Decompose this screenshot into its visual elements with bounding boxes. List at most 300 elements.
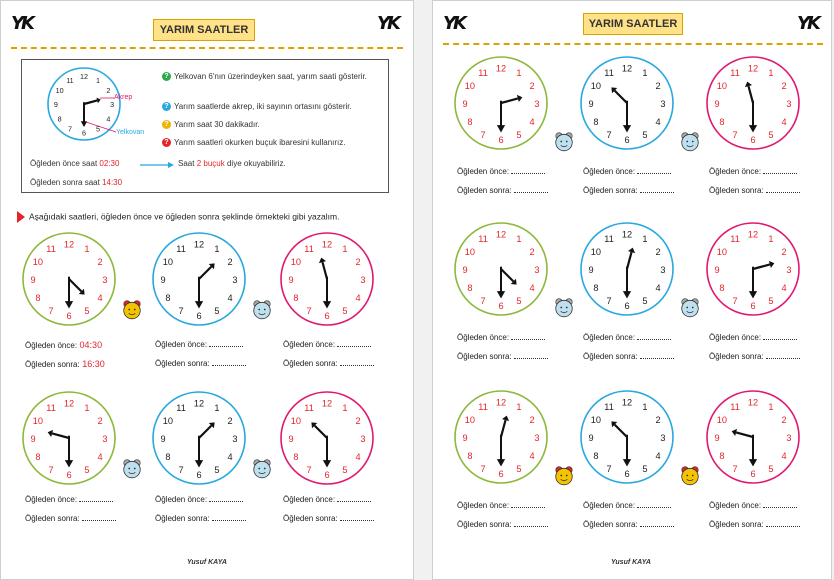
clock-number-10: 10 (55, 86, 64, 96)
clock-number-1: 1 (642, 402, 648, 413)
label-sonra: Öğleden sonra: (25, 360, 80, 369)
answer-blank-once[interactable] (511, 501, 545, 508)
clock-number-4: 4 (529, 283, 535, 294)
clock-number-1: 1 (768, 234, 774, 245)
clock-number-6: 6 (66, 311, 72, 322)
clock-number-11: 11 (304, 244, 314, 255)
clock-2 (150, 230, 248, 328)
alarm-clock-icon (679, 465, 701, 487)
clock-number-8: 8 (593, 283, 599, 294)
clock-number-11: 11 (730, 402, 740, 413)
clock-number-6: 6 (498, 135, 504, 146)
clock-number-3: 3 (102, 434, 108, 445)
clock-number-5: 5 (516, 296, 522, 307)
answer-once-row (25, 495, 113, 504)
bullet-text: Yarım saatleri okurken buçuk ibaresini kullanırız. (174, 138, 346, 147)
label-sonra: Öğleden sonra: (25, 514, 80, 523)
clock-number-7: 7 (306, 465, 312, 476)
yelkovan-label: Yelkovan (116, 129, 145, 136)
clock-number-9: 9 (462, 265, 468, 276)
answer-sonra-row (583, 520, 674, 529)
clock-number-1: 1 (516, 68, 522, 79)
clock-number-7: 7 (606, 464, 612, 475)
clock-number-7: 7 (178, 465, 184, 476)
answer-once-row (583, 167, 671, 176)
label-once: Öğleden önce: (283, 495, 336, 504)
answer-once-row (583, 501, 671, 510)
label-sonra: Öğleden sonra: (709, 186, 764, 195)
clock-number-3: 3 (102, 275, 108, 286)
clock-number-6: 6 (196, 470, 202, 481)
answer-sonra-row (155, 359, 246, 368)
clock-number-2: 2 (529, 415, 535, 426)
clock-number-1: 1 (342, 244, 348, 255)
clock-number-12: 12 (747, 63, 759, 74)
clock-number-6: 6 (624, 135, 630, 146)
clock-number-7: 7 (480, 464, 486, 475)
answer-blank-once[interactable] (209, 340, 243, 347)
label-once: Öğleden önce: (155, 495, 208, 504)
clock-6 (704, 220, 802, 318)
clock-number-4: 4 (106, 114, 111, 124)
answer-blank-once[interactable] (763, 333, 797, 340)
clock-number-4: 4 (781, 283, 787, 294)
clock-number-6: 6 (498, 301, 504, 312)
clock-number-5: 5 (84, 306, 90, 317)
answer-once-row (583, 333, 671, 342)
label-once: Öğleden önce: (155, 340, 208, 349)
answer-blank-sonra[interactable] (514, 186, 548, 193)
clock-number-9: 9 (714, 265, 720, 276)
clock-number-5: 5 (516, 464, 522, 475)
clock-number-12: 12 (747, 229, 759, 240)
clock-number-3: 3 (110, 100, 115, 110)
clock-number-9: 9 (30, 434, 36, 445)
answer-blank-sonra[interactable] (514, 520, 548, 527)
clock-number-1: 1 (642, 234, 648, 245)
clock-number-7: 7 (606, 130, 612, 141)
alarm-clock-icon (553, 297, 575, 319)
clock-number-8: 8 (593, 117, 599, 128)
clock-number-11: 11 (46, 244, 56, 255)
clock-number-4: 4 (529, 117, 535, 128)
logo-right: YK (377, 13, 398, 34)
answer-blank-sonra[interactable] (514, 352, 548, 359)
answer-blank-once[interactable] (337, 340, 371, 347)
clock-number-8: 8 (467, 451, 473, 462)
clock-number-9: 9 (288, 434, 294, 445)
clock-number-4: 4 (781, 117, 787, 128)
author-signature: Yusuf KAYA (187, 559, 227, 566)
help-icon: ? (162, 120, 171, 129)
clock-number-11: 11 (730, 234, 740, 245)
right-worksheet-page (432, 0, 832, 580)
clock-number-12: 12 (63, 398, 75, 409)
clock-number-11: 11 (66, 75, 74, 85)
clock-number-7: 7 (606, 296, 612, 307)
answer-sonra-row (457, 186, 548, 195)
clock-number-1: 1 (214, 244, 220, 255)
answer-once-row (283, 495, 371, 504)
clock-number-1: 1 (84, 244, 90, 255)
answer-blank-sonra[interactable] (212, 359, 246, 366)
clock-7 (452, 388, 550, 486)
label-sonra: Öğleden sonra: (583, 186, 638, 195)
clock-number-10: 10 (590, 81, 602, 92)
answer-blank-once[interactable] (511, 167, 545, 174)
clock-number-10: 10 (716, 247, 728, 258)
answer-once-row (457, 501, 545, 510)
answer-sonra-row (25, 359, 105, 369)
clock-number-6: 6 (498, 469, 504, 480)
clock-number-6: 6 (750, 135, 756, 146)
label-sonra: Öğleden sonra: (155, 359, 210, 368)
clock-number-8: 8 (719, 451, 725, 462)
clock-number-7: 7 (732, 464, 738, 475)
answer-blank-once[interactable] (337, 495, 371, 502)
clock-number-2: 2 (227, 257, 233, 268)
clock-number-3: 3 (232, 275, 238, 286)
clock-number-6: 6 (66, 470, 72, 481)
clock-number-5: 5 (768, 296, 774, 307)
info-bullet-4 (162, 138, 345, 147)
answer-once-row (709, 501, 797, 510)
clock-number-3: 3 (360, 434, 366, 445)
clock-number-9: 9 (53, 100, 58, 110)
clock-number-3: 3 (786, 99, 792, 110)
clock-number-8: 8 (293, 452, 299, 463)
clock-number-9: 9 (160, 434, 166, 445)
clock-number-3: 3 (660, 265, 666, 276)
clock-5 (150, 389, 248, 487)
label-sonra: Öğleden sonra: (283, 514, 338, 523)
label-once: Öğleden önce: (457, 167, 510, 176)
clock-number-1: 1 (768, 402, 774, 413)
answer-blank-sonra[interactable] (82, 514, 116, 521)
bullet-text: Yarım saat 30 dakikadır. (174, 120, 260, 129)
answer-blank-once[interactable] (637, 501, 671, 508)
clock-number-11: 11 (304, 403, 314, 414)
help-icon: ? (162, 102, 171, 111)
clock-number-9: 9 (462, 99, 468, 110)
answer-sonra-row (709, 186, 800, 195)
bullet-text: Yarım saatlerde akrep, iki sayının ortasını gösterir. (174, 102, 352, 111)
clock-number-7: 7 (306, 306, 312, 317)
label-once: Öğleden önce: (709, 167, 762, 176)
clock-number-2: 2 (781, 247, 787, 258)
clock-number-11: 11 (176, 244, 186, 255)
clock-number-4: 4 (355, 293, 361, 304)
clock-3 (704, 54, 802, 152)
clock-number-3: 3 (786, 433, 792, 444)
clock-number-2: 2 (655, 247, 661, 258)
clock-number-7: 7 (67, 124, 72, 134)
clock-number-12: 12 (193, 239, 205, 250)
example-sonra-value: 16:30 (79, 359, 105, 369)
page-title: YARIM SAATLER (583, 13, 683, 35)
clock-number-5: 5 (516, 130, 522, 141)
clock-number-10: 10 (716, 81, 728, 92)
clock-number-5: 5 (214, 306, 220, 317)
clock-number-2: 2 (529, 81, 535, 92)
answer-blank-once[interactable] (79, 495, 113, 502)
answer-sonra-row (457, 520, 548, 529)
triangle-icon (17, 211, 25, 223)
clock-number-11: 11 (478, 68, 488, 79)
info-bullet-3 (162, 120, 260, 129)
answer-sonra-row (283, 514, 374, 523)
alarm-clock-icon (121, 299, 143, 321)
logo-left: YK (443, 13, 464, 34)
left-worksheet-page (0, 0, 414, 580)
example-pm-line: Öğleden sonra saat 14:30 (30, 178, 123, 187)
answer-blank-sonra[interactable] (766, 352, 800, 359)
clock-number-4: 4 (97, 293, 103, 304)
alarm-clock-icon (251, 458, 273, 480)
clock-number-5: 5 (214, 465, 220, 476)
answer-once-row (457, 167, 545, 176)
clock-number-11: 11 (176, 403, 186, 414)
label-sonra: Öğleden sonra: (709, 520, 764, 529)
clock-number-6: 6 (624, 301, 630, 312)
clock-number-10: 10 (464, 81, 476, 92)
clock-number-3: 3 (534, 99, 540, 110)
clock-number-12: 12 (495, 229, 507, 240)
answer-blank-sonra[interactable] (212, 514, 246, 521)
clock-number-11: 11 (46, 403, 56, 414)
example-pm-value: 14:30 (102, 178, 123, 187)
clock-number-12: 12 (193, 398, 205, 409)
example-am-line: Öğleden önce saat 02:30 (30, 159, 120, 168)
clock-number-2: 2 (355, 257, 361, 268)
answer-blank-once[interactable] (637, 167, 671, 174)
clock-number-12: 12 (321, 398, 333, 409)
label-once: Öğleden önce: (709, 333, 762, 342)
clock-number-10: 10 (32, 416, 44, 427)
answer-once-row (155, 340, 243, 349)
clock-number-4: 4 (655, 117, 661, 128)
clock-number-11: 11 (604, 402, 614, 413)
help-icon: ? (162, 138, 171, 147)
clock-9 (704, 388, 802, 486)
example-am-value: 02:30 (99, 159, 120, 168)
clock-number-12: 12 (621, 229, 633, 240)
alarm-clock-icon (251, 299, 273, 321)
clock-number-9: 9 (588, 433, 594, 444)
label-once: Öğleden önce: (25, 341, 78, 350)
answer-sonra-row (709, 520, 800, 529)
page-title: YARIM SAATLER (153, 19, 255, 41)
alarm-clock-icon (121, 458, 143, 480)
clock-5 (578, 220, 676, 318)
clock-4 (452, 220, 550, 318)
clock-number-3: 3 (660, 99, 666, 110)
clock-number-3: 3 (660, 433, 666, 444)
clock-number-12: 12 (621, 63, 633, 74)
clock-number-1: 1 (342, 403, 348, 414)
clock-number-3: 3 (534, 265, 540, 276)
clock-number-8: 8 (165, 452, 171, 463)
answer-blank-sonra[interactable] (640, 352, 674, 359)
label-once: Öğleden önce: (709, 501, 762, 510)
clock-number-7: 7 (48, 465, 54, 476)
answer-blank-once[interactable] (763, 167, 797, 174)
label-sonra: Öğleden sonra: (155, 514, 210, 523)
clock-number-11: 11 (478, 234, 488, 245)
label-once: Öğleden önce: (283, 340, 336, 349)
help-icon: ? (162, 72, 171, 81)
logo-left: YK (11, 13, 32, 34)
answer-blank-once[interactable] (209, 495, 243, 502)
info-bullet-2 (162, 102, 352, 111)
answer-once-row (25, 340, 102, 350)
clock-number-4: 4 (227, 293, 233, 304)
clock-4 (20, 389, 118, 487)
answer-blank-sonra[interactable] (640, 520, 674, 527)
answer-blank-sonra[interactable] (640, 186, 674, 193)
clock-number-9: 9 (288, 275, 294, 286)
clock-number-5: 5 (642, 464, 648, 475)
answer-blank-once[interactable] (511, 333, 545, 340)
clock-number-5: 5 (642, 296, 648, 307)
label-once: Öğleden önce: (583, 167, 636, 176)
clock-number-7: 7 (480, 130, 486, 141)
clock-number-7: 7 (178, 306, 184, 317)
clock-number-9: 9 (462, 433, 468, 444)
label-sonra: Öğleden sonra: (283, 359, 338, 368)
clock-8 (578, 388, 676, 486)
answer-blank-sonra[interactable] (766, 520, 800, 527)
arrow-right-icon (140, 161, 174, 169)
answer-sonra-row (457, 352, 548, 361)
clock-number-7: 7 (480, 296, 486, 307)
label-once: Öğleden önce: (457, 501, 510, 510)
clock-number-8: 8 (719, 117, 725, 128)
clock-number-2: 2 (529, 247, 535, 258)
clock-number-5: 5 (96, 124, 101, 134)
answer-blank-sonra[interactable] (766, 186, 800, 193)
clock-number-6: 6 (624, 469, 630, 480)
clock-number-3: 3 (360, 275, 366, 286)
alarm-clock-icon (553, 131, 575, 153)
clock-number-5: 5 (342, 465, 348, 476)
clock-number-6: 6 (82, 128, 86, 138)
answer-blank-once[interactable] (763, 501, 797, 508)
clock-number-6: 6 (324, 470, 330, 481)
clock-number-12: 12 (80, 72, 88, 82)
clock-number-1: 1 (96, 75, 101, 85)
clock-number-1: 1 (214, 403, 220, 414)
clock-number-5: 5 (84, 465, 90, 476)
clock-number-1: 1 (768, 68, 774, 79)
clock-number-5: 5 (768, 130, 774, 141)
clock-number-2: 2 (97, 257, 103, 268)
example-once-value: 04:30 (77, 340, 103, 350)
clock-number-3: 3 (232, 434, 238, 445)
info-box (21, 59, 389, 193)
label-once: Öğleden önce: (583, 501, 636, 510)
clock-number-10: 10 (590, 247, 602, 258)
label-once: Öğleden önce: (25, 495, 78, 504)
logo-right: YK (797, 13, 818, 34)
clock-number-2: 2 (227, 416, 233, 427)
clock-number-6: 6 (750, 469, 756, 480)
clock-number-3: 3 (786, 265, 792, 276)
clock-number-2: 2 (355, 416, 361, 427)
clock-number-9: 9 (714, 433, 720, 444)
clock-number-1: 1 (642, 68, 648, 79)
clock-number-8: 8 (165, 293, 171, 304)
label-sonra: Öğleden sonra: (457, 520, 512, 529)
clock-number-5: 5 (642, 130, 648, 141)
author-signature: Yusuf KAYA (611, 559, 651, 566)
clock-number-5: 5 (342, 306, 348, 317)
clock-number-10: 10 (162, 257, 174, 268)
clock-number-7: 7 (732, 130, 738, 141)
answer-blank-sonra[interactable] (340, 359, 374, 366)
clock-number-7: 7 (48, 306, 54, 317)
clock-number-11: 11 (604, 68, 614, 79)
clock-number-10: 10 (590, 415, 602, 426)
clock-number-2: 2 (655, 415, 661, 426)
clock-number-10: 10 (162, 416, 174, 427)
alarm-clock-icon (679, 131, 701, 153)
clock-number-5: 5 (768, 464, 774, 475)
clock-number-12: 12 (747, 397, 759, 408)
clock-number-11: 11 (604, 234, 614, 245)
clock-number-2: 2 (97, 416, 103, 427)
clock-number-2: 2 (655, 81, 661, 92)
clock-number-7: 7 (732, 296, 738, 307)
clock-number-9: 9 (588, 265, 594, 276)
label-sonra: Öğleden sonra: (709, 352, 764, 361)
alarm-clock-icon (553, 465, 575, 487)
clock-number-10: 10 (464, 247, 476, 258)
answer-sonra-row (155, 514, 246, 523)
clock-number-10: 10 (716, 415, 728, 426)
clock-number-6: 6 (324, 311, 330, 322)
clock-3 (278, 230, 376, 328)
label-sonra: Öğleden sonra: (583, 352, 638, 361)
answer-once-row (283, 340, 371, 349)
clock-1 (20, 230, 118, 328)
answer-blank-sonra[interactable] (340, 514, 374, 521)
clock-number-4: 4 (781, 451, 787, 462)
instruction: Aşağıdaki saatleri, öğleden önce ve öğleden sonra şeklinde örnekteki gibi yazalım. (17, 211, 339, 223)
clock-number-4: 4 (227, 452, 233, 463)
clock-number-2: 2 (106, 86, 111, 96)
clock-1 (452, 54, 550, 152)
clock-number-4: 4 (97, 452, 103, 463)
clock-number-12: 12 (495, 63, 507, 74)
answer-sonra-row (583, 186, 674, 195)
header-divider (443, 43, 823, 45)
label-sonra: Öğleden sonra: (457, 352, 512, 361)
clock-number-2: 2 (781, 81, 787, 92)
clock-number-11: 11 (478, 402, 488, 413)
answer-blank-once[interactable] (637, 333, 671, 340)
clock-number-4: 4 (355, 452, 361, 463)
label-sonra: Öğleden sonra: (457, 186, 512, 195)
clock-number-9: 9 (714, 99, 720, 110)
clock-number-8: 8 (593, 451, 599, 462)
clock-number-2: 2 (781, 415, 787, 426)
clock-number-10: 10 (464, 415, 476, 426)
answer-once-row (709, 333, 797, 342)
clock-number-8: 8 (719, 283, 725, 294)
answer-sonra-row (709, 352, 800, 361)
label-once: Öğleden önce: (457, 333, 510, 342)
